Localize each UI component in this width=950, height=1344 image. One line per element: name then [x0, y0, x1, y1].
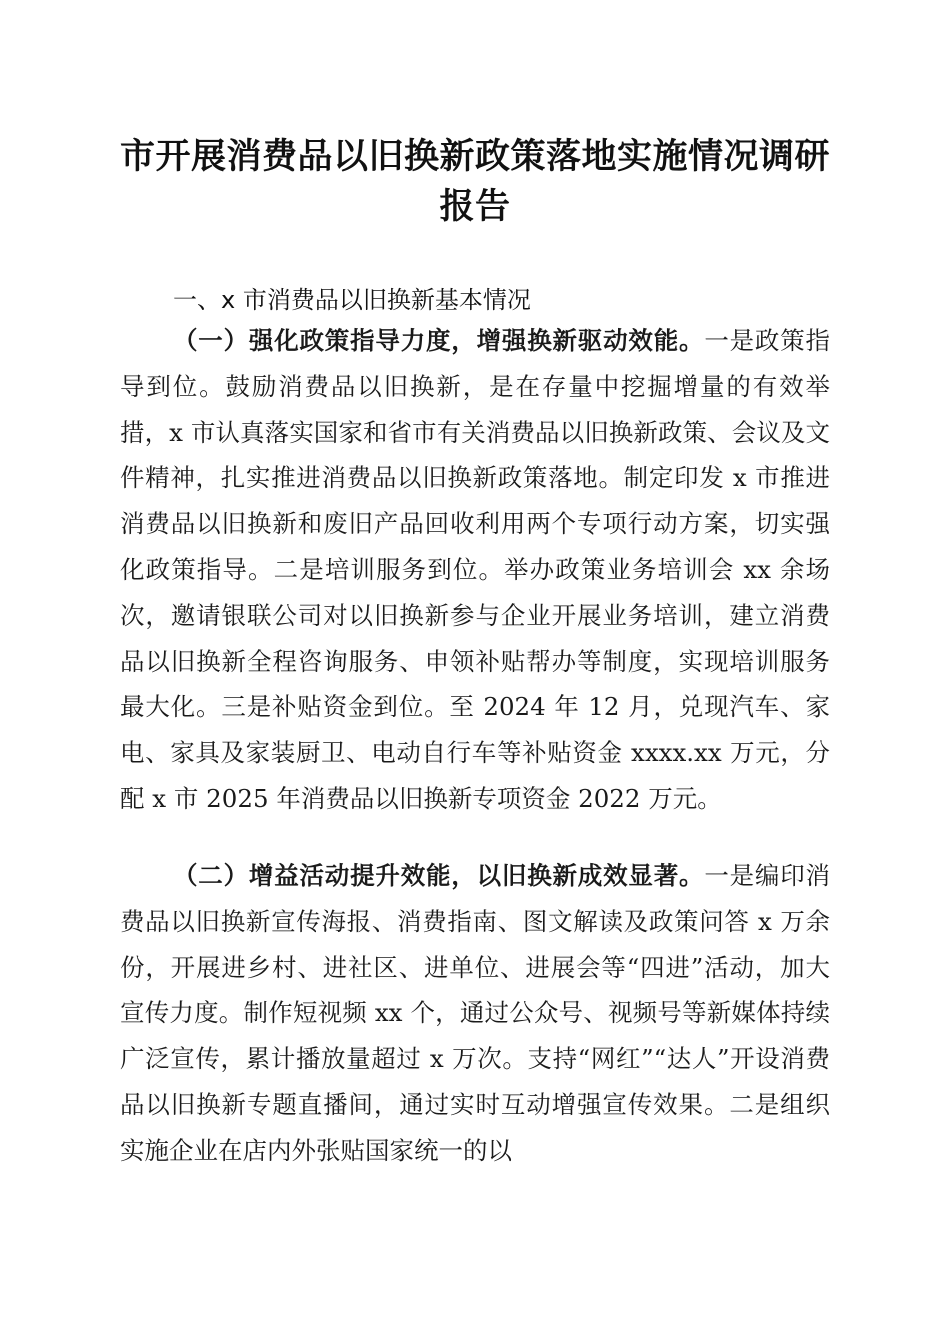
title-line-2: 报告	[439, 186, 511, 227]
paragraph-body: 一是编印消费品以旧换新宣传海报、消费指南、图文解读及政策问答 x 万余份，开展进乡村、进社区、进单位、进展会等“四进”活动，加大宣传力度。制作短视频 xx 个，通过公众号、视频号等新媒体持续广泛宣传，累计播放量超过 x 万次。支持“网红”“达人”开设消费品以旧换新专题直播间，通过实时互动增强宣传效果。二是组织实施企业在店内外张贴国家统一的以	[120, 861, 831, 1165]
title-line-1: 市开展消费品以旧换新政策落地实施情况调研	[119, 136, 830, 177]
paragraph-body: 一是政策指导到位。鼓励消费品以旧换新，是在存量中挖掘增量的有效举措，x 市认真落实国家和省市有关消费品以旧换新政策、会议及文件精神，扎实推进消费品以旧换新政策落地。制定印发 x 市推进消费品以旧换新和废旧产品回收利用两个专项行动方案，切实强化政策指导。二是培训服务到位。举办政策业务培训会 xx 余场次，邀请银联公司对以旧换新参与企业开展业务培训，建立消费品以旧换新全程咨询服务、申领补贴帮办等制度，实现培训服务最大化。三是补贴资金到位。至 2024 年 12 月，兑现汽车、家电、家具及家装厨卫、电动自行车等补贴资金 xxxx.xx 万元，分配 x 市 2025 年消费品以旧换新专项资金 2022 万元。	[120, 326, 831, 813]
paragraph-lead: （二）增益活动提升效能，以旧换新成效显著。	[173, 861, 705, 890]
paragraph-lead: （一）强化政策指导力度，增强换新驱动效能。	[173, 326, 705, 355]
document-title	[100, 132, 850, 232]
section-heading: 一、x 市消费品以旧换新基本情况	[173, 286, 531, 314]
paragraph	[120, 853, 830, 1174]
paragraph	[120, 318, 830, 822]
